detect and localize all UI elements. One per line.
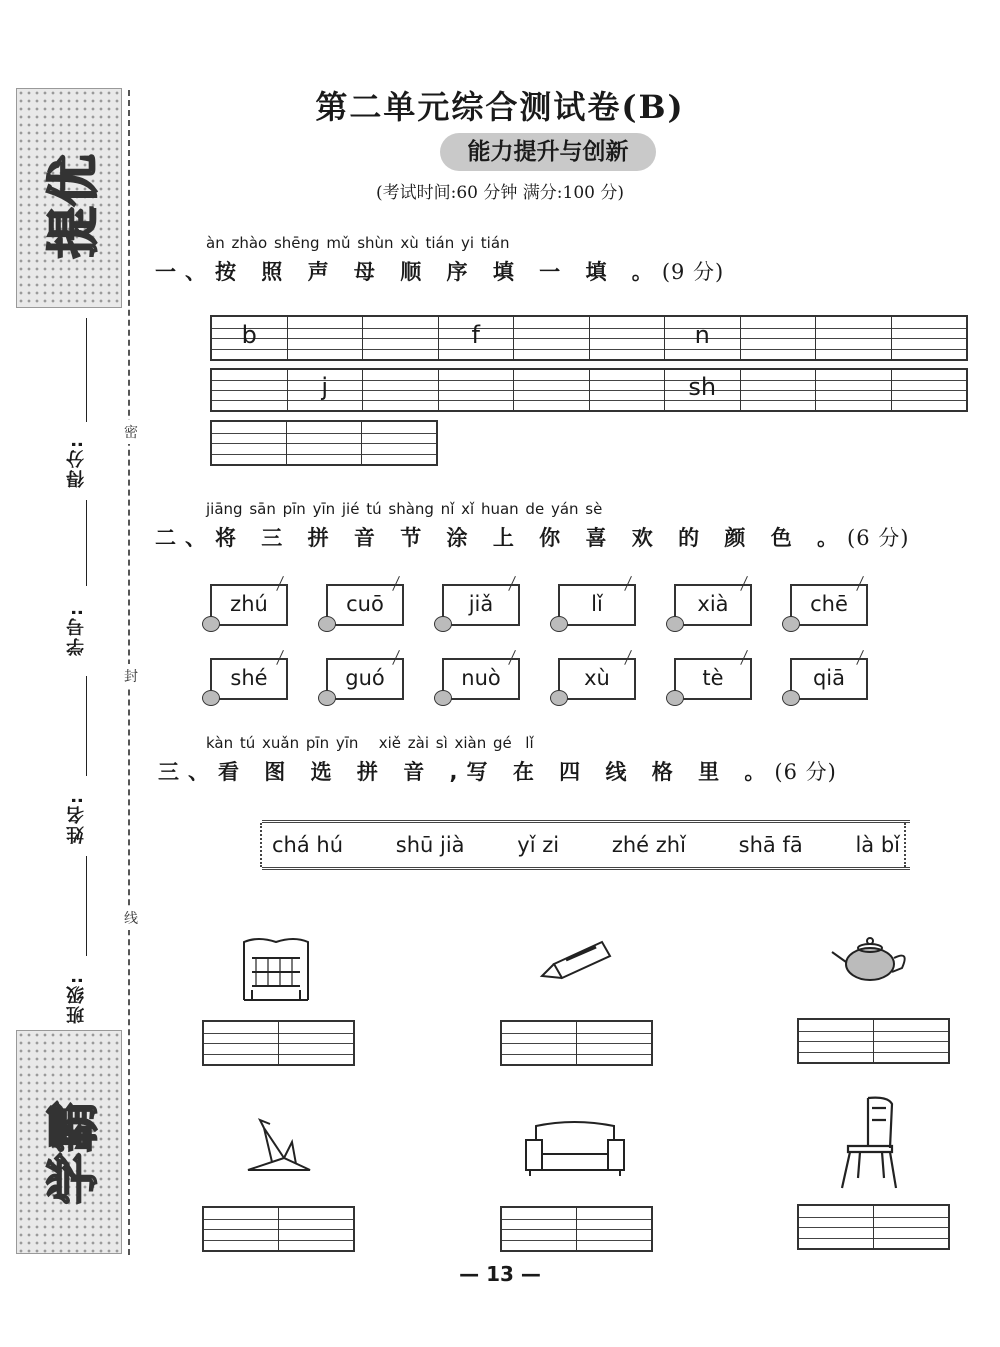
q1-heading: [155, 256, 724, 286]
q1-grid-row-3[interactable]: [210, 420, 438, 466]
grid-letter: b: [241, 321, 257, 349]
tag-text: nuò: [461, 666, 501, 690]
syllable-tag[interactable]: [326, 584, 404, 626]
syllable-tag[interactable]: [210, 584, 288, 626]
word-option: shū jià: [395, 833, 465, 857]
grid-cell[interactable]: [892, 317, 967, 359]
q1-pinyin: àn zhào shēng mǔ shùn xù tián yi tián: [206, 234, 510, 252]
grid-cell[interactable]: [363, 317, 439, 359]
student-id-line[interactable]: [86, 500, 87, 586]
q3-answer-grid-1[interactable]: [202, 1020, 355, 1066]
syllable-tag[interactable]: [442, 658, 520, 700]
tag-text: zhú: [230, 592, 268, 616]
grid-cell[interactable]: [741, 370, 817, 410]
name-line[interactable]: [86, 676, 87, 776]
tag-text: chē: [810, 592, 848, 616]
syllable-tag[interactable]: [326, 658, 404, 700]
q3-label: 三、看 图 选 拼 音 ,写 在 四 线 格 里 。: [158, 760, 775, 784]
syllable-tag[interactable]: [558, 584, 636, 626]
grid-cell[interactable]: [204, 1022, 279, 1064]
sofa-icon: [522, 1118, 628, 1180]
q2-pinyin: jiāng sān pīn yīn jié tú shàng nǐ xǐ huan de yán sè: [206, 500, 603, 518]
page-title: 第二单元综合测试卷(B): [315, 88, 685, 126]
grid-cell[interactable]: [279, 1022, 353, 1064]
grid-cell[interactable]: [816, 317, 892, 359]
word-option: chá hú: [272, 833, 344, 857]
syllable-tag[interactable]: [442, 584, 520, 626]
tag-text: qiā: [812, 666, 846, 690]
page-number: — 13 —: [459, 1262, 541, 1286]
grid-cell[interactable]: [279, 1208, 353, 1250]
grid-cell[interactable]: [439, 317, 515, 359]
syllable-tag[interactable]: [210, 658, 288, 700]
crayon-icon: [536, 934, 616, 982]
grid-cell[interactable]: [799, 1206, 874, 1248]
chair-icon: [838, 1094, 904, 1190]
grid-cell[interactable]: [439, 370, 515, 410]
syllable-tag[interactable]: [790, 658, 868, 700]
tag-text: jiǎ: [468, 592, 494, 616]
tag-text: xù: [584, 666, 610, 690]
grid-cell[interactable]: [799, 1020, 874, 1062]
q2-points: (6 分): [847, 526, 910, 550]
tag-text: tè: [702, 666, 724, 690]
q1-points: (9 分): [661, 260, 725, 284]
q1-grid-row-1[interactable]: [210, 315, 968, 361]
grid-cell[interactable]: [590, 317, 666, 359]
grid-cell[interactable]: [892, 370, 967, 410]
bottom-badge-text: 学霸: [44, 1100, 105, 1205]
syllable-tag[interactable]: [674, 658, 752, 700]
grid-cell[interactable]: [212, 370, 288, 410]
word-bank: [262, 820, 910, 870]
q3-answer-grid-2[interactable]: [500, 1020, 653, 1066]
exam-meta: (考试时间:60 分钟 满分:100 分): [375, 183, 624, 203]
paper-crane-icon: [244, 1118, 314, 1178]
q2-label: 二、将 三 拼 音 节 涂 上 你 喜 欢 的 颜 色 。: [155, 526, 848, 550]
grid-letter: j: [321, 373, 329, 401]
seal-char-3: 线: [124, 906, 138, 930]
word-option: shā fā: [738, 833, 803, 857]
grid-cell[interactable]: [502, 1208, 577, 1250]
grid-cell[interactable]: [577, 1022, 651, 1064]
tag-text: guó: [345, 666, 385, 690]
class-label: 班级:: [66, 974, 87, 1024]
class-line[interactable]: [86, 856, 87, 956]
q3-pinyin: kàn tú xuǎn pīn yīn xiě zài sì xiàn gé lǐ: [206, 734, 534, 752]
seal-char-1: 密: [124, 420, 138, 444]
word-option: là bǐ: [855, 833, 900, 857]
q1-label: 一、按 照 声 母 顺 序 填 一 填 。: [155, 260, 662, 284]
grid-cell[interactable]: [288, 317, 364, 359]
grid-cell[interactable]: [590, 370, 666, 410]
grid-cell[interactable]: [874, 1020, 948, 1062]
q1-grid-row-2[interactable]: [210, 368, 968, 412]
grid-cell[interactable]: [287, 422, 362, 464]
bookshelf-icon: [238, 934, 314, 1006]
grid-cell[interactable]: [874, 1206, 948, 1248]
grid-cell[interactable]: [288, 370, 364, 410]
tag-text: xià: [697, 592, 729, 616]
top-badge-text: 提优: [44, 154, 105, 259]
q3-answer-grid-4[interactable]: [202, 1206, 355, 1252]
grid-cell[interactable]: [514, 370, 590, 410]
q3-heading: [158, 756, 837, 786]
grid-letter: f: [471, 321, 480, 349]
q3-points: (6 分): [774, 760, 837, 784]
teapot-icon: [830, 932, 914, 984]
q3-answer-grid-3[interactable]: [797, 1018, 950, 1064]
tag-text: lǐ: [591, 592, 603, 616]
grid-cell[interactable]: [665, 317, 741, 359]
q3-answer-grid-6[interactable]: [797, 1204, 950, 1250]
grid-cell[interactable]: [816, 370, 892, 410]
grid-cell[interactable]: [363, 370, 439, 410]
grid-cell[interactable]: [741, 317, 817, 359]
tag-text: shé: [230, 666, 268, 690]
seal-char-2: 封: [124, 664, 138, 688]
q3-answer-grid-5[interactable]: [500, 1206, 653, 1252]
score-label: 得分:: [66, 438, 87, 488]
grid-cell[interactable]: [577, 1208, 651, 1250]
syllable-tag[interactable]: [558, 658, 636, 700]
grid-cell[interactable]: [362, 422, 436, 464]
syllable-tag[interactable]: [674, 584, 752, 626]
bottom-badge: [16, 1030, 122, 1254]
grid-cell[interactable]: [212, 317, 288, 359]
subtitle-badge: 能力提升与创新: [440, 133, 656, 171]
grid-letter: sh: [688, 373, 717, 401]
word-option: zhé zhǐ: [611, 833, 686, 857]
grid-cell[interactable]: [665, 370, 741, 410]
syllable-tag[interactable]: [790, 584, 868, 626]
grid-cell[interactable]: [204, 1208, 279, 1250]
grid-cell[interactable]: [502, 1022, 577, 1064]
q2-heading: [155, 522, 909, 552]
grid-letter: n: [694, 321, 710, 349]
score-line[interactable]: [86, 318, 87, 422]
grid-cell[interactable]: [212, 422, 287, 464]
name-label: 姓名:: [66, 794, 87, 844]
grid-cell[interactable]: [514, 317, 590, 359]
word-option: yǐ zi: [517, 833, 560, 857]
tag-text: cuō: [346, 592, 384, 616]
student-id-label: 学号:: [66, 606, 87, 656]
